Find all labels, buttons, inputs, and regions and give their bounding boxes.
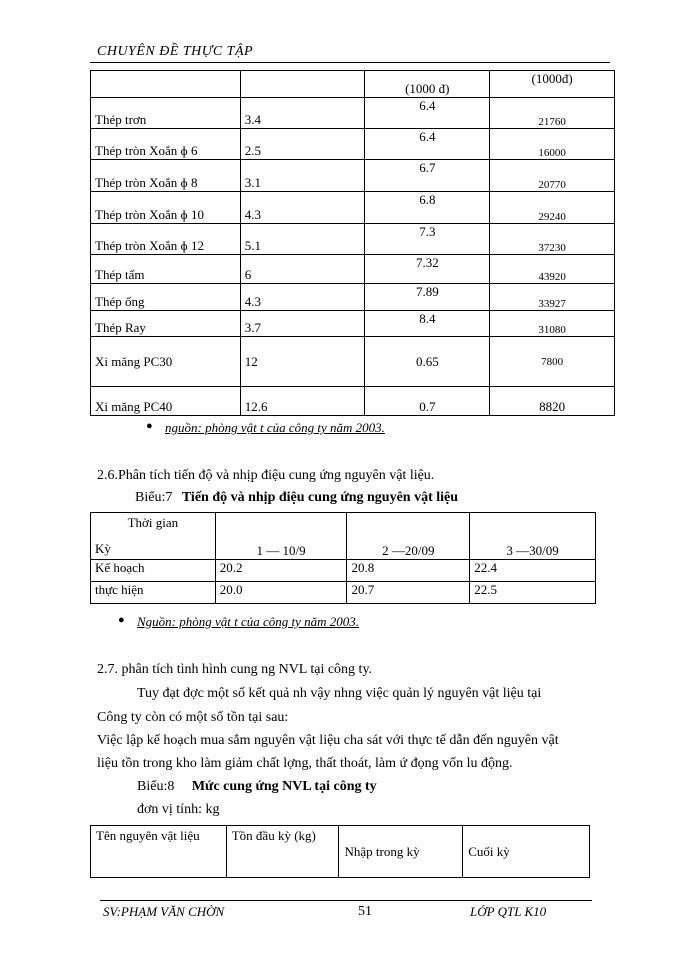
- material-qty: 4.3: [240, 284, 365, 311]
- material-price: 0.65: [365, 337, 490, 387]
- table-row: [91, 513, 596, 560]
- column-header: Tên nguyên vật liệu: [91, 826, 227, 878]
- material-total: 37230: [490, 224, 615, 255]
- table-row: [91, 826, 590, 878]
- material-total: 43920: [490, 255, 615, 284]
- supply-table: [90, 825, 590, 878]
- header-rule: [90, 62, 610, 63]
- period-header: 1 — 10/9: [215, 513, 347, 560]
- material-name: Thép trơn: [91, 98, 241, 129]
- table-row: [91, 71, 615, 98]
- row-value: 20.7: [347, 582, 470, 604]
- source-note: nguồn: phòng vật t của công ty năm 2003.: [165, 420, 385, 435]
- caption-label: Biểu:8: [137, 779, 175, 794]
- column-header: Tồn đầu kỳ (kg): [226, 826, 339, 878]
- row-value: 20.8: [347, 560, 470, 582]
- material-price: 6.7: [365, 160, 490, 192]
- material-qty: 12.6: [240, 387, 365, 416]
- material-total: 33927: [490, 284, 615, 311]
- caption-title: Tiến độ và nhịp điệu cung ứng nguyên vật liệu: [181, 490, 459, 505]
- bullet-icon: ●: [118, 614, 125, 626]
- table-row: [91, 387, 615, 416]
- material-qty: 6: [240, 255, 365, 284]
- footer-rule: [100, 900, 592, 901]
- material-qty: 4.3: [240, 192, 365, 224]
- section-heading: 2.6.Phân tích tiến độ và nhịp điệu cung ứng nguyên vật liệu.: [97, 468, 435, 483]
- corner-top-label: Thời gian: [127, 515, 179, 530]
- material-price: 8.4: [365, 311, 490, 337]
- row-label: Kế hoạch: [91, 560, 216, 582]
- table-row: [91, 560, 596, 582]
- footer-student: SV:PHẠM VĂN CHỜN: [103, 904, 225, 919]
- material-name: Thép ống: [91, 284, 241, 311]
- bullet-icon: ●: [146, 420, 153, 432]
- table-caption: [135, 490, 458, 506]
- paragraph-line: Tuy đạt đợc một số kết quả nh vậy nhng việc quản lý nguyên vật liệu tại: [137, 686, 542, 701]
- material-total: 20770: [490, 160, 615, 192]
- material-name: Thép tròn Xoắn ɸ 12: [91, 224, 241, 255]
- caption-title: Mức cung ứng NVL tại công ty: [191, 779, 377, 794]
- corner-cell: [91, 513, 216, 560]
- page-header-title: CHUYÊN ĐỀ THỰC TẬP: [97, 44, 254, 59]
- table-row: [91, 255, 615, 284]
- row-label: thực hiện: [91, 582, 216, 604]
- table-row: [91, 224, 615, 255]
- table-row: [91, 160, 615, 192]
- table-row: [91, 129, 615, 160]
- footer-class: LỚP QTL K10: [470, 904, 547, 919]
- table-row: [91, 582, 596, 604]
- column-header: Nhập trong kỳ: [339, 826, 463, 878]
- material-name: Xi măng PC40: [91, 387, 241, 416]
- material-name: Xi măng PC30: [91, 337, 241, 387]
- material-price: 6.4: [365, 129, 490, 160]
- material-qty: 3.4: [240, 98, 365, 129]
- material-price: 7.32: [365, 255, 490, 284]
- row-value: 20.0: [215, 582, 347, 604]
- table-caption: [137, 779, 377, 795]
- source-note: Nguồn: phòng vật t của công ty năm 2003.: [137, 614, 360, 629]
- table-row: [91, 337, 615, 387]
- period-header: 2 —20/09: [347, 513, 470, 560]
- material-total: 29240: [490, 192, 615, 224]
- material-total: 8820: [490, 387, 615, 416]
- material-price: 7.89: [365, 284, 490, 311]
- material-qty: 2.5: [240, 129, 365, 160]
- material-qty: 12: [240, 337, 365, 387]
- material-qty: 3.1: [240, 160, 365, 192]
- column-header: Cuối kỳ: [463, 826, 590, 878]
- row-value: 22.5: [470, 582, 596, 604]
- material-price: 0.7: [365, 387, 490, 416]
- material-price: 6.4: [365, 98, 490, 129]
- paragraph-line: Việc lập kế hoạch mua sắm nguyên vật liệu cha sát với thực tế dẫn đến nguyên vật: [97, 733, 559, 748]
- material-name: Thép tấm: [91, 255, 241, 284]
- material-total: 21760: [490, 98, 615, 129]
- corner-bottom-label: Kỳ: [95, 541, 111, 556]
- table-row: [91, 311, 615, 337]
- caption-label: Biểu:7: [135, 490, 173, 505]
- unit-label-price: (1000 đ): [365, 71, 490, 98]
- table-row: [91, 284, 615, 311]
- paragraph-line: liệu tồn trong kho làm giảm chất lợng, thất thoát, làm ứ đọng vốn lu động.: [97, 756, 513, 771]
- table-row: [91, 98, 615, 129]
- material-total: 7800: [490, 337, 615, 387]
- unit-label-total: (1000đ): [490, 71, 615, 98]
- material-name: Thép tròn Xoắn ɸ 6: [91, 129, 241, 160]
- row-value: 22.4: [470, 560, 596, 582]
- material-qty: 3.7: [240, 311, 365, 337]
- material-price: 6.8: [365, 192, 490, 224]
- material-price: 7.3: [365, 224, 490, 255]
- material-name: Thép Ray: [91, 311, 241, 337]
- paragraph-line: Công ty còn có một số tồn tại sau:: [97, 710, 289, 725]
- section-heading: 2.7. phân tích tình hình cung ng NVL tại công ty.: [97, 662, 373, 677]
- progress-table: [90, 512, 596, 604]
- period-header: 3 —30/09: [470, 513, 596, 560]
- material-total: 31080: [490, 311, 615, 337]
- material-name: Thép tròn Xoắn ɸ 10: [91, 192, 241, 224]
- material-name: Thép tròn Xoắn ɸ 8: [91, 160, 241, 192]
- material-qty: 5.1: [240, 224, 365, 255]
- page-number: 51: [358, 904, 372, 919]
- material-price-table: [90, 70, 615, 416]
- row-value: 20.2: [215, 560, 347, 582]
- material-total: 16000: [490, 129, 615, 160]
- unit-label: đơn vị tính: kg: [137, 802, 220, 817]
- table-row: [91, 192, 615, 224]
